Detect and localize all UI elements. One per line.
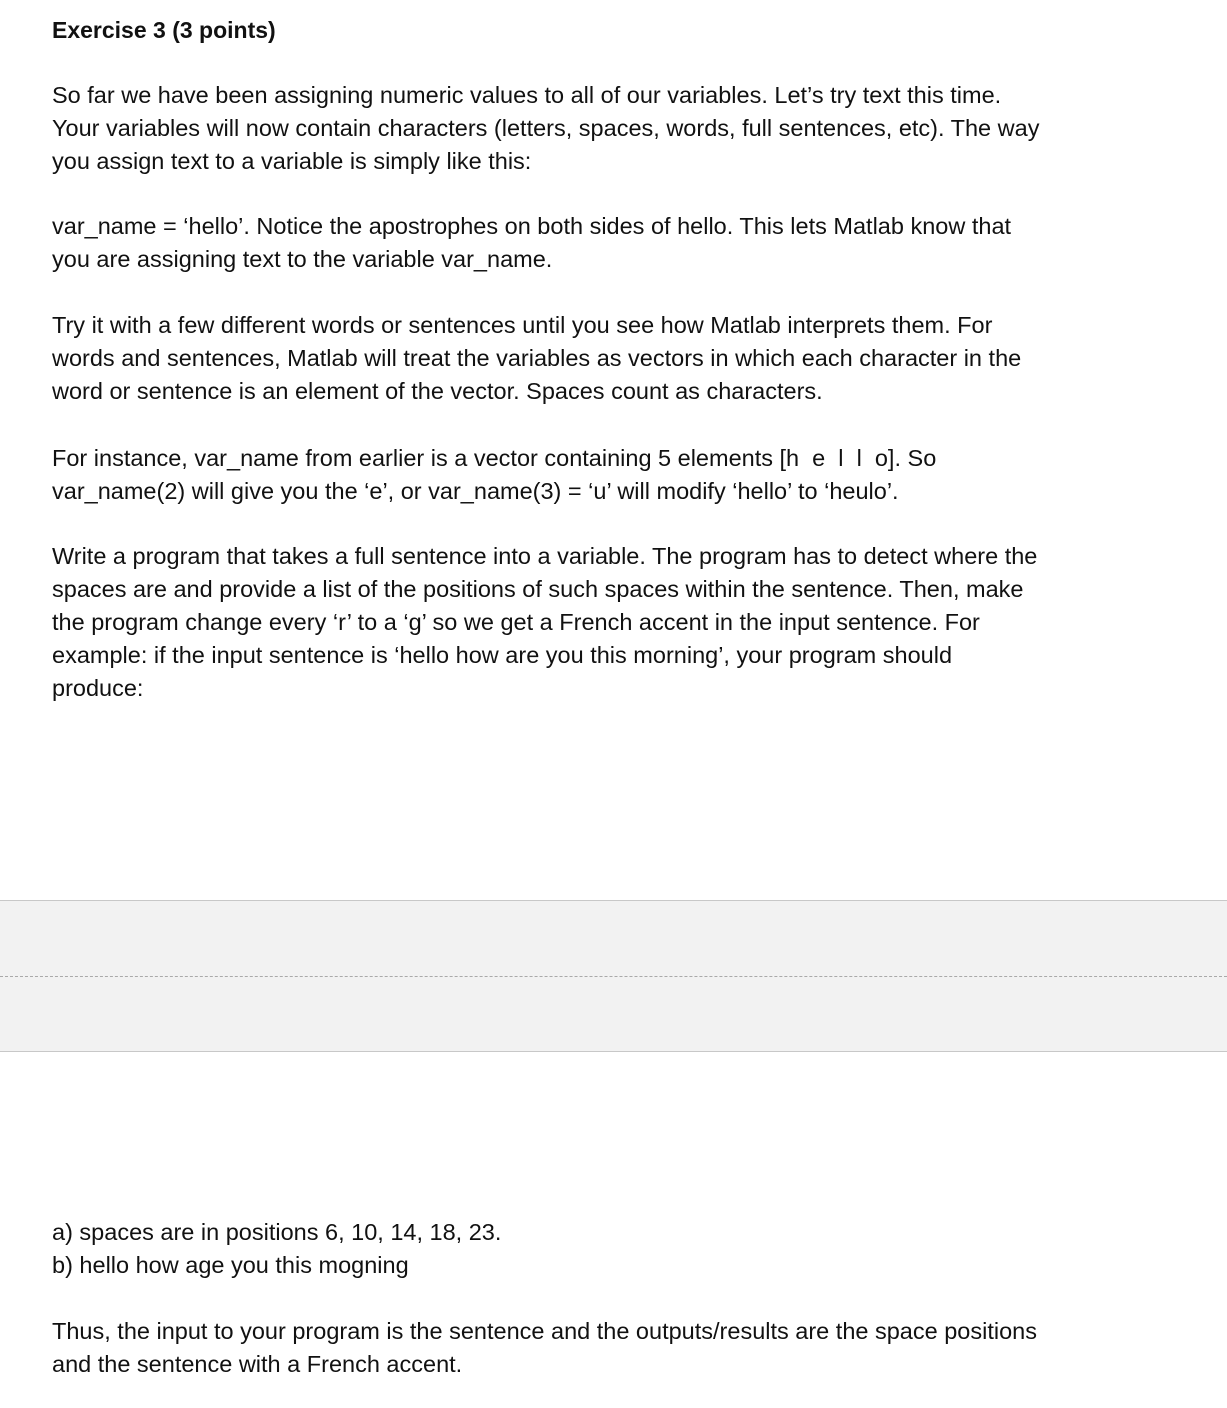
text-line: var_name(2) will give you the ‘e’, or var_name(3) = ‘u’ will modify ‘hello’ to ‘heulo’. — [52, 478, 899, 504]
instance-paragraph — [52, 442, 1172, 508]
text-line: Try it with a few different words or sentences until you see how Matlab interprets them. For — [52, 312, 993, 338]
page-break — [0, 900, 1227, 1052]
text-line: produce: — [52, 675, 144, 701]
text-line: So far we have been assigning numeric values to all of our variables. Let’s try text this time. — [52, 82, 1002, 108]
exercise-title: Exercise 3 (3 points) — [52, 17, 276, 43]
text-line: Your variables will now contain characters (letters, spaces, words, full sentences, etc). The way — [52, 115, 1040, 141]
try-it-paragraph — [52, 309, 1172, 408]
text-line: you are assigning text to the variable var_name. — [52, 246, 553, 272]
text-line: and the sentence with a French accent. — [52, 1351, 463, 1377]
task-paragraph — [52, 540, 1172, 705]
text-line: For instance, var_name from earlier is a vector containing 5 elements [h e l l o]. So — [52, 445, 937, 471]
intro-paragraph — [52, 79, 1172, 178]
text-line: example: if the input sentence is ‘hello how are you this morning’, your program should — [52, 642, 953, 668]
text-line: var_name = ‘hello’. Notice the apostrophes on both sides of hello. This lets Matlab know that — [52, 213, 1012, 239]
text-line: words and sentences, Matlab will treat the variables as vectors in which each character in the — [52, 345, 1022, 371]
text-line: Write a program that takes a full sentence into a variable. The program has to detect where the — [52, 543, 1038, 569]
assignment-paragraph — [52, 210, 1172, 276]
answer-a: a) spaces are in positions 6, 10, 14, 18, 23. — [52, 1219, 502, 1245]
answers-list — [52, 1216, 1172, 1282]
answer-b: b) hello how age you this mogning — [52, 1252, 409, 1278]
text-line: you assign text to a variable is simply like this: — [52, 148, 532, 174]
text-line: Thus, the input to your program is the sentence and the outputs/results are the space positions — [52, 1318, 1037, 1344]
text-line: spaces are and provide a list of the positions of such spaces within the sentence. Then, make — [52, 576, 1024, 602]
page-break-dashed-line — [0, 976, 1227, 977]
text-line: word or sentence is an element of the vector. Spaces count as characters. — [52, 378, 823, 404]
text-line: the program change every ‘r’ to a ‘g’ so we get a French accent in the input sentence. For — [52, 609, 980, 635]
conclusion-paragraph — [52, 1315, 1172, 1381]
